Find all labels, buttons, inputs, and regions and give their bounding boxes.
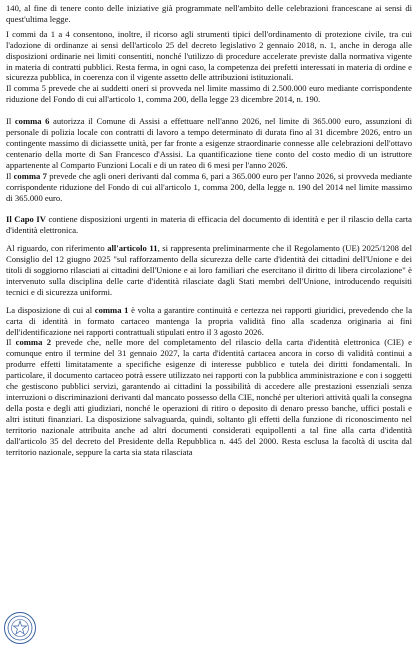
bold-ref-comma-1: comma 1 — [94, 304, 129, 315]
institutional-seal-icon — [4, 612, 36, 644]
paragraph-capo-iv: Il Capo IV contiene disposizioni urgenti in materia di efficacia del documento di identità e per il rilascio della carta d'identità elettronica. — [6, 214, 412, 236]
bold-ref-comma-6: comma 6 — [14, 116, 50, 127]
bold-ref-articolo-11: all'articolo 11 — [107, 243, 158, 254]
paragraph-continuation: 140, al fine di tenere conto delle iniziative già programmate nell'ambito delle celebrazioni francescane ai sensi di quest'ultima legge. — [6, 3, 412, 24]
paragraph-comma-7: Il comma 7 prevede che agli oneri derivanti dal comma 6, pari a 365.000 euro per l'anno 2026, si provveda mediante corrispondente riduzione del Fondo di cui all'articolo 1, comma 200, della legge n. 190 del 2014 nel limite massimo di 365.000 euro. — [6, 170, 412, 203]
bold-ref-comma-2: comma 2 — [15, 337, 52, 348]
paragraph-comma-6: Il comma 6 autorizza il Comune di Assisi a effettuare nell'anno 2026, nel limite di 365.000 euro, assunzioni di personale di polizia locale con contratti di lavoro a tempo determinato di durata fino al 31 dicembre 2026, entro un contingente massimo di diciassette unità, per far fronte a esigenze straordinarie connesse alle celebrazioni dell'ottavo centenario della morte di San Francesco d'Assisi. La quantificazione tiene conto del costo medio di un istruttore appartenente al Comparto Funzioni Locali e di un rateo di 6 mesi per l'anno 2026. — [6, 116, 412, 170]
paragraph-comma-2: Il comma 2 prevede che, nelle more del completamento del rilascio della carta d'identità elettronica (CIE) e comunque entro il termine del 31 gennaio 2027, la carta d'identità cartacea ancora in corso di validità continui a produrre effetti limitatamente a specifiche esigenze di interesse pubblico e tutela dei diritti fondamentali. In particolare, il documento cartaceo potrà essere utilizzato nei rapporti con la pubblica amministrazione e con i soggetti che gestiscono pubblici servizi, garantendo ai cittadini la possibilità di accedere alle prestazioni essenziali senza interruzioni o discriminazioni derivanti dal mancato possesso della CIE, nonché per ulteriori attività quali la consegna della posta e degli atti giudiziari, nonché le operazioni di ritiro o deposito di denaro presso banche, uffici postali e altri istituti finanziari. La disposizione salvaguarda, quindi, soltanto gli effetti della funzione di riconoscimento nel territorio nazionale attribuita anche ad altri documenti considerati equipollenti a tal fine alla carta d'identità dall'articolo 35 del decreto del Presidente della Repubblica n. 445 del 2000. Resta esclusa la facoltà di uscita dal territorio nazionale, seppure la carta sia stata rilasciata — [6, 337, 413, 457]
paragraph-comma-1: La disposizione di cui al comma 1 è volta a garantire continuità e certezza nei rapporti giuridici, prevedendo che la carta di identità in formato cartaceo mantenga la propria validità fino alla scadenza originaria ai fini dell'identificazione nei rapporti contrattuali stipulati entro il 3 agosto 2026. — [6, 304, 413, 337]
paragraph-articolo-11: Al riguardo, con riferimento all'articolo 11, si rappresenta preliminarmente che il Regolamento (UE) 2025/1208 del Consiglio del 12 giugno 2025 "sul rafforzamento della sicurezza delle carte d'identità dei cittadini dell'Unione e dei titoli di soggiorno rilasciati ai cittadini dell'Unione e ai loro familiari che esercitano il diritto di libera circolazione" è intervenuto sulla disciplina delle carte d'identità rilasciate dagli Stati membri dell'Unione, introducendo requisiti tecnici e di sicurezza uniformi. — [6, 243, 413, 297]
paragraph-commi-1-4: I commi da 1 a 4 consentono, inoltre, il ricorso agli strumenti tipici dell'ordinamento di protezione civile, tra cui l'adozione di ordinanze ai sensi dell'articolo 25 del decreto legislativo 2 gennaio 2018, n. 1, anche in deroga alle disposizioni ordinarie nei limiti consentiti, nonché l'utilizzo di procedure accelerate previste dalla normativa vigente in materia di contratti pubblici. Resta ferma, in ogni caso, la competenza dei prefetti interessati in materia di ordine e sicurezza pubblica, in coerenza con il vigente assetto delle attribuzioni istituzionali. — [6, 28, 412, 83]
bold-ref-comma-7: comma 7 — [13, 170, 47, 181]
document-page — [6, 3, 412, 457]
paragraph-comma-5: Il comma 5 prevede che ai suddetti oneri si provveda nel limite massimo di 2.500.000 euro mediante corrispondente riduzione del Fondo di cui all'articolo 1, comma 200, della legge 23 dicembre 2014, n. 190. — [6, 83, 412, 105]
bold-ref-capo-iv: Il Capo IV — [6, 214, 46, 225]
